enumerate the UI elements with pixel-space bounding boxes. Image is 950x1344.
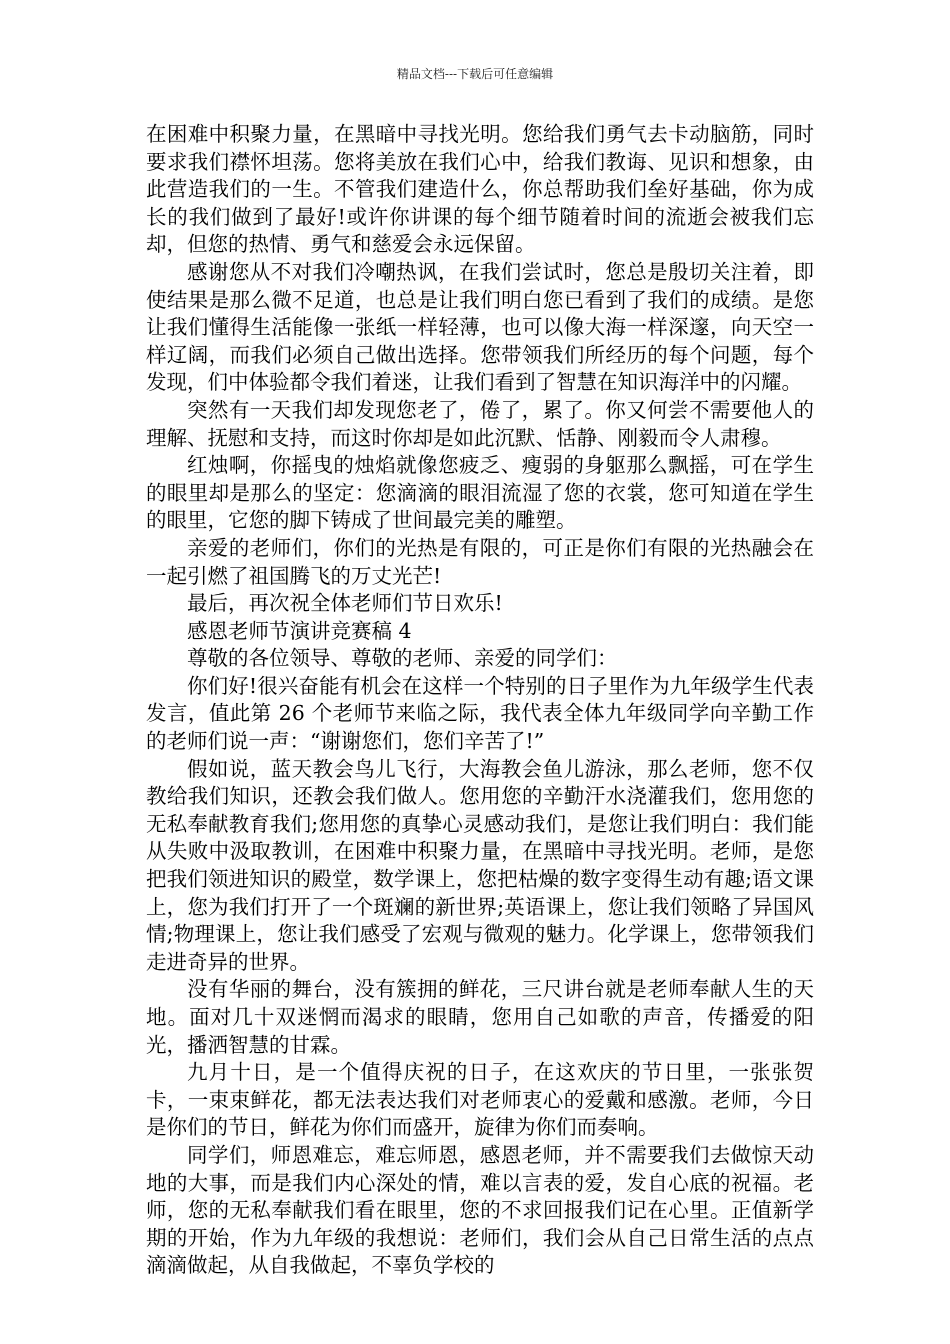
paragraph: 最后，再次祝全体老师们节日欢乐! [187, 591, 503, 616]
section-title: 感恩老师节演讲竞赛稿 4 [187, 618, 412, 643]
paragraph: 突然有一天我们却发现您老了，倦了，累了。你又何尝不需要他人的理解、抚慰和支持，而这时你却是如此沉默、恬静、刚毅而令人肃穆。 [146, 397, 814, 450]
paragraph: 亲爱的老师们，你们的光热是有限的，可正是你们有限的光热融会在一起引燃了祖国腾飞的万丈光芒! [146, 535, 814, 588]
salutation: 尊敬的各位领导、尊敬的老师、亲爱的同学们： [187, 646, 618, 671]
paragraph: 红烛啊，你摇曳的烛焰就像您疲乏、瘦弱的身躯那么飘摇，可在学生的眼里却是那么的坚定：您滴滴的眼泪流湿了您的衣裳，您可知道在学生的眼里，它您的脚下铸成了世间最完美的雕塑。 [146, 453, 814, 533]
paragraph: 感谢您从不对我们冷嘲热讽，在我们尝试时，您总是殷切关注着，即使结果是那么微不足道，也总是让我们明白您已看到了我们的成绩。是您让我们懂得生活能像一张纸一样轻薄，也可以像大海一样深邃，向天空一样辽阔，而我们必须自己做出选择。您带领我们所经历的每个问题，每个发现，们中体验都令我们着迷，让我们看到了智慧在知识海洋中的闪耀。 [146, 259, 814, 395]
paragraph: 假如说，蓝天教会鸟儿飞行，大海教会鱼儿游泳，那么老师，您不仅教给我们知识，还教会我们做人。您用您的辛勤汗水浇灌我们，您用您的无私奉献教育我们;您用您的真挚心灵感动我们，是您让我们明白：我们能从失败中汲取教训，在困难中积聚力量，在黑暗中寻找光明。老师，是您把我们领进知识的殿堂，数学课上，您把枯燥的数字变得生动有趣;语文课上，您为我们打开了一个斑斓的新世界;英语课上，您让我们领略了异国风情;物理课上，您让我们感受了宏观与微观的魅力。化学课上，您带领我们走进奇异的世界。 [146, 756, 814, 974]
page-header: 精品文档---下载后可任意编辑 [396, 67, 554, 81]
paragraph: 同学们，师恩难忘，难忘师恩，感恩老师，并不需要我们去做惊天动地的大事，而是我们内心深处的情，难以言表的爱，发自心底的祝福。老师，您的无私奉献我们看在眼里，您的不求回报我们记在心里。正值新学期的开始，作为九年级的我想说：老师们，我们会从自己日常生活的点点滴滴做起，从自我做起，不辜负学校的 [146, 1142, 814, 1278]
document-body [146, 121, 814, 1280]
paragraph: 九月十日，是一个值得庆祝的日子，在这欢庆的节日里，一张张贺卡，一束束鲜花，都无法表达我们对老师衷心的爱戴和感激。老师，今日是你们的节日，鲜花为你们而盛开，旋律为你们而奏响。 [146, 1060, 814, 1140]
paragraph: 你们好!很兴奋能有机会在这样一个特别的日子里作为九年级学生代表发言，值此第 26 个老师节来临之际，我代表全体九年级同学向辛勤工作的老师们说一声：“谢谢您们，您们辛苦了!” [146, 673, 814, 754]
paragraph: 没有华丽的舞台，没有簇拥的鲜花，三尺讲台就是老师奉献人生的天地。面对几十双迷惘而渴求的眼睛，您用自己如歌的声音，传播爱的阳光，播洒智慧的甘霖。 [146, 977, 814, 1057]
paragraph-continued: 在困难中积聚力量，在黑暗中寻找光明。您给我们勇气去卡动脑筋，同时要求我们襟怀坦荡。您将美放在我们心中，给我们教诲、见识和想象，由此营造我们的一生。不管我们建造什么，你总帮助我们垒好基础，你为成长的我们做到了最好!或许你讲课的每个细节随着时间的流逝会被我们忘却，但您的热情、勇气和慈爱会永远保留。 [146, 122, 814, 257]
